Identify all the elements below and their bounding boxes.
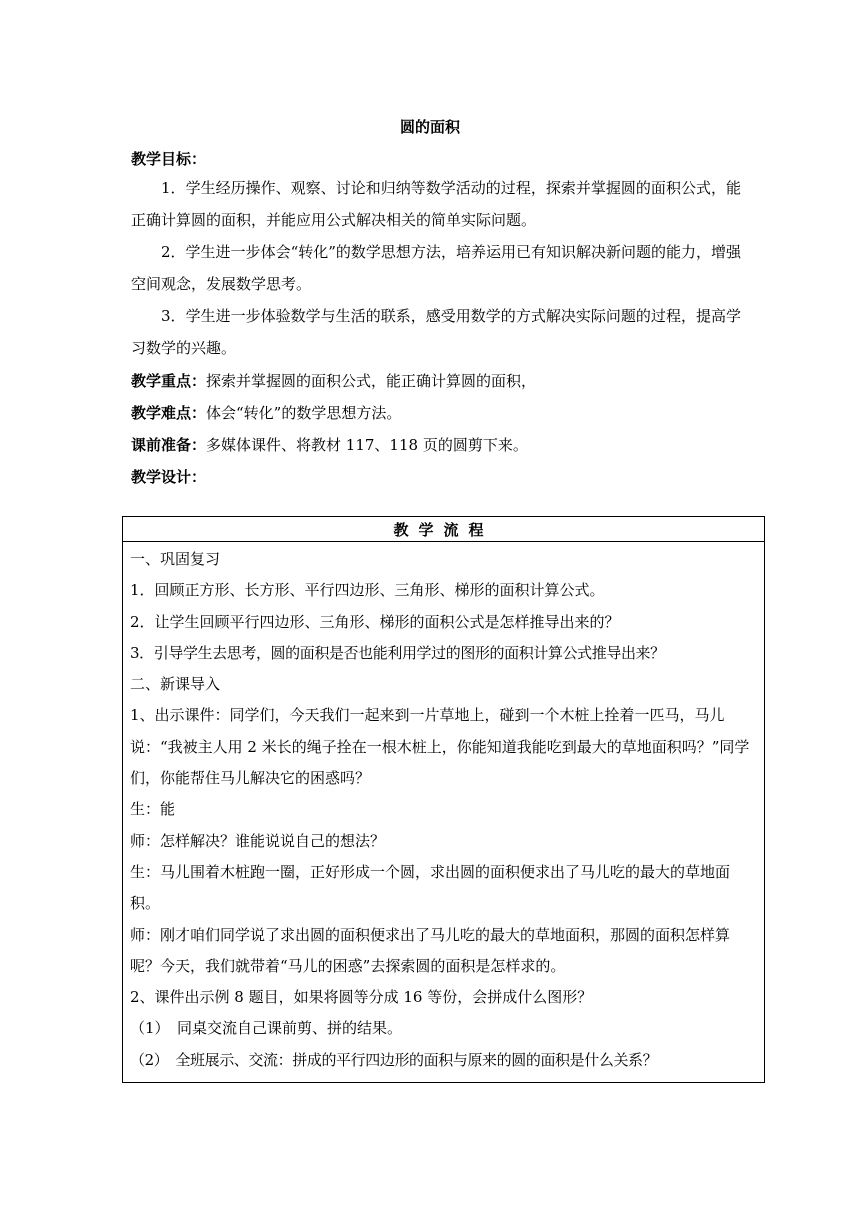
section-heading-intro: 二、新课导入 bbox=[130, 675, 221, 694]
list-item: 3．引导学生去思考，圆的面积是否也能利用学过的图形的面积计算公式推导出来？ bbox=[130, 643, 665, 662]
table-body-cell bbox=[123, 542, 765, 1083]
page-title: 圆的面积 bbox=[399, 118, 460, 136]
key-points-text: 探索并掌握圆的面积公式，能正确计算圆的面积， bbox=[206, 372, 537, 390]
list-item: 2．让学生回顾平行四边形、三角形、梯形的面积公式是怎样推导出来的？ bbox=[130, 612, 620, 631]
list-item: 1、出示课件：同学们，今天我们一起来到一片草地上，碰到一个木桩上拴着一匹马，马儿说：“我被主人用 2 米长的绳子拴在一根木桩上，你能知道我能吃到最大的草地面积吗？”同学们，你能帮住马儿解决它的困惑吗？ bbox=[130, 706, 750, 788]
difficulty-label: 教学难点： bbox=[131, 404, 207, 422]
list-item: （1） 同桌交流自己课前剪、拼的结果。 bbox=[130, 1019, 403, 1038]
list-item: （2） 全班展示、交流：拼成的平行四边形的面积与原来的圆的面积是什么关系？ bbox=[130, 1050, 658, 1069]
preparation bbox=[131, 434, 528, 455]
objective-3: 3．学生进一步体验数学与生活的联系，感受用数学的方式解决实际问题的过程，提高学习数学的兴趣。 bbox=[131, 307, 741, 357]
preparation-text: 多媒体课件、将教材 117、118 页的圆剪下来。 bbox=[206, 436, 528, 454]
objective-1: 1．学生经历操作、观察、讨论和归纳等数学活动的过程，探索并掌握圆的面积公式，能正确计算圆的面积，并能应用公式解决相关的简单实际问题。 bbox=[131, 179, 741, 229]
section-heading-review: 一、巩固复习 bbox=[130, 550, 221, 568]
objective-2: 2．学生进一步体会“转化”的数学思想方法，培养运用已有知识解决新问题的能力，增强空间观念，发展数学思考。 bbox=[131, 243, 741, 293]
design-heading: 教学设计： bbox=[131, 468, 207, 486]
preparation-label: 课前准备： bbox=[131, 436, 207, 454]
key-points bbox=[131, 370, 536, 391]
difficulty-text: 体会“转化”的数学思想方法。 bbox=[206, 404, 402, 422]
objectives-heading: 教学目标： bbox=[131, 150, 207, 168]
table-header: 教学流程 bbox=[123, 517, 765, 542]
difficulty bbox=[131, 402, 401, 423]
teaching-flow-table bbox=[122, 516, 765, 1083]
list-item: 1．回顾正方形、长方形、平行四边形、三角形、梯形的面积计算公式。 bbox=[130, 581, 605, 600]
list-item: 生：能 bbox=[130, 800, 176, 819]
list-item: 师：刚才咱们同学说了求出圆的面积便求出了马儿吃的最大的草地面积，那圆的面积怎样算呢？今天，我们就带着“马儿的困惑”去探索圆的面积是怎样求的。 bbox=[130, 925, 731, 975]
list-item: 师：怎样解决？谁能说说自己的想法？ bbox=[130, 831, 386, 850]
list-item: 2、课件出示例 8 题目，如果将圆等分成 16 等份，会拼成什么图形？ bbox=[130, 988, 593, 1007]
key-points-label: 教学重点： bbox=[131, 372, 207, 390]
list-item: 生：马儿围着木桩跑一圈，正好形成一个圆，求出圆的面积便求出了马儿吃的最大的草地面积。 bbox=[130, 862, 731, 913]
